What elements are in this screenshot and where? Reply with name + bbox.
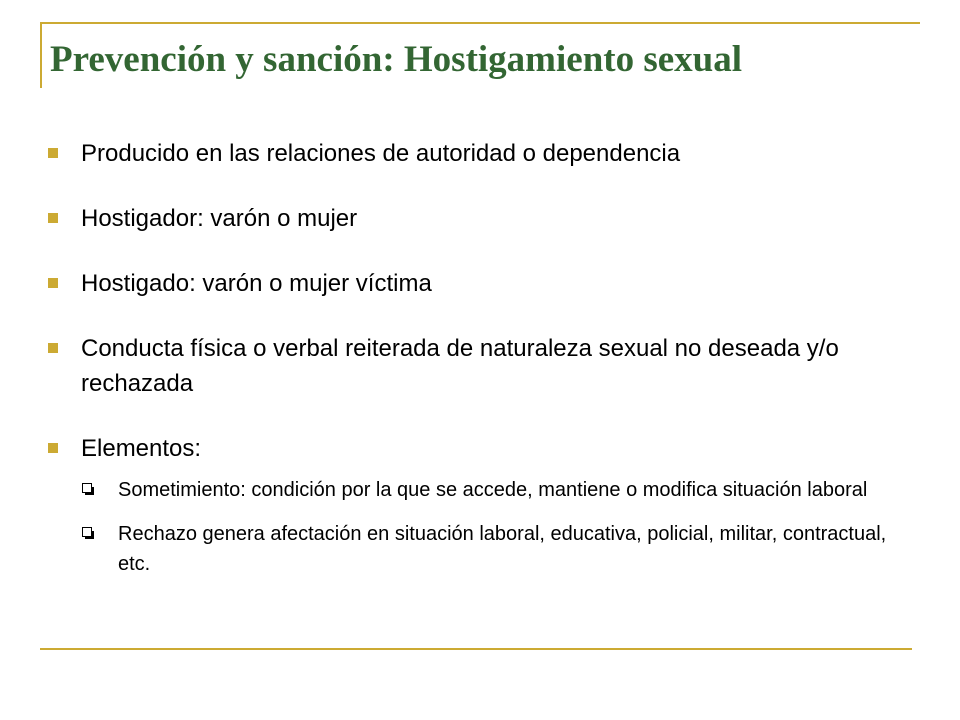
left-rule: [40, 22, 42, 88]
bullet-text: Hostigado: varón o mujer víctima: [81, 270, 432, 297]
bullet-item: [48, 431, 908, 466]
square-bullet-icon: [48, 213, 58, 223]
bullet-text: Producido en las relaciones de autoridad o dependencia: [81, 140, 681, 167]
bullet-item: [48, 266, 908, 301]
bullet-item: [48, 136, 908, 171]
slide-title: Prevención y sanción: Hostigamiento sexual: [50, 39, 743, 80]
bullet-text: Hostigador: varón o mujer: [81, 205, 358, 232]
bullet-text: Elementos:: [81, 435, 202, 462]
square-bullet-icon: [48, 148, 58, 158]
sub-bullet-text: Sometimiento: condición por la que se accede, mantiene o modifica situación laboral: [118, 479, 868, 501]
bullet-text: Conducta física o verbal reiterada de naturaleza sexual no deseada y/o rechazada: [81, 335, 839, 397]
square-bullet-icon: [48, 443, 58, 453]
sub-bullet-item: [82, 475, 908, 505]
bottom-rule: [40, 648, 912, 650]
square-bullet-icon: [48, 343, 58, 353]
sub-bullet-text: Rechazo genera afectación en situación laboral, educativa, policial, militar, contractual, etc.: [118, 523, 887, 575]
top-rule: [40, 22, 920, 24]
sub-bullet-list: [48, 475, 908, 579]
bullet-list: [48, 136, 908, 579]
bullet-item: [48, 201, 908, 236]
checkbox-bullet-icon: [82, 527, 92, 537]
sub-bullet-item: [82, 519, 908, 579]
square-bullet-icon: [48, 278, 58, 288]
checkbox-bullet-icon: [82, 483, 92, 493]
bullet-item: [48, 331, 908, 401]
